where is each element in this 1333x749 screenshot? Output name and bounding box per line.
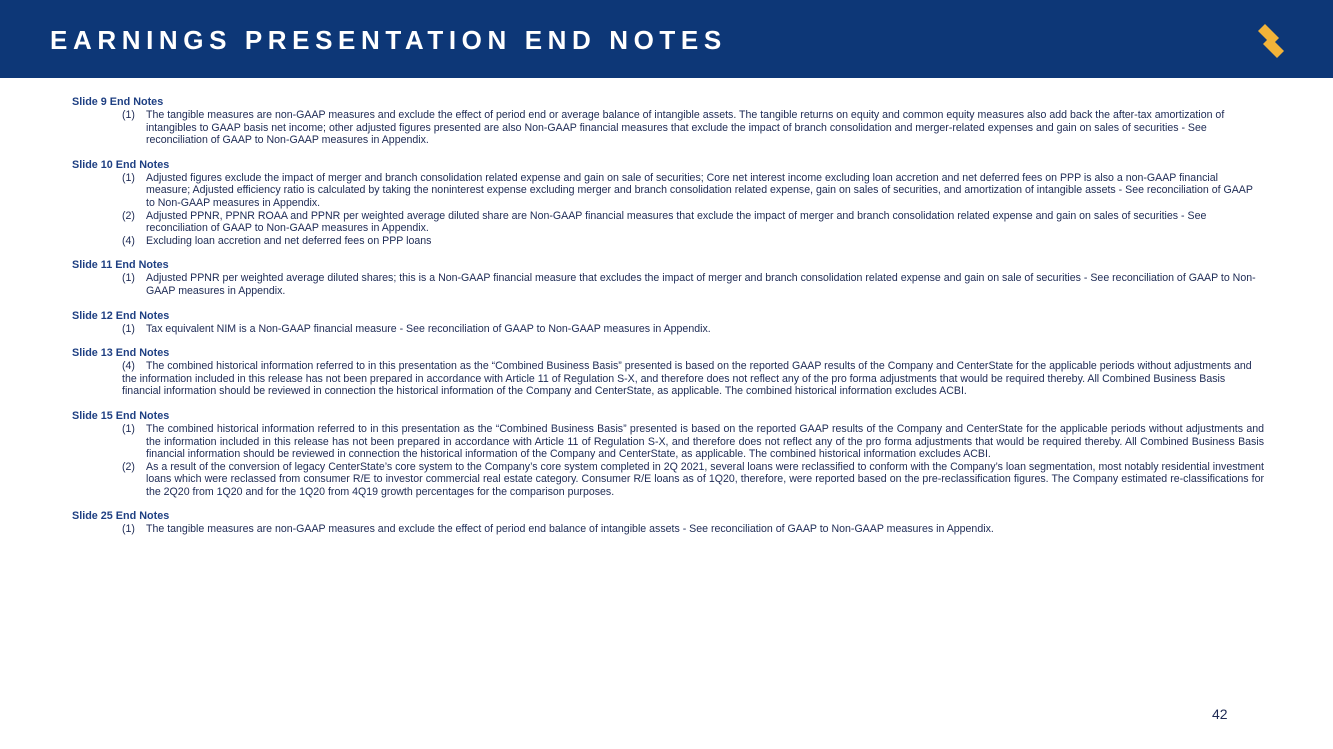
note-text: The combined historical information referred to in this presentation as the “Combined Business Basis” presented is based on the reported GAAP results of the Company and CenterState for the applicable periods without adjustments and the information included in this release has not been prepared in accordance with Article 11 of Regulation S-X, and therefore does not reflect any of the pro forma adjustments that would be required thereby. All Combined Business Basis financial information should be reviewed in connection the historical information of the Company and CenterState, as applicable. The combined historical information excludes ACBI. <box>122 360 1252 398</box>
note-number: (1) <box>122 322 135 335</box>
note-number: (4) <box>122 234 135 247</box>
note-number: (1) <box>122 109 135 121</box>
note-text: Excluding loan accretion and net deferred fees on PPP loans <box>146 234 432 247</box>
section-slide-15 <box>72 410 1264 499</box>
section-slide-9 <box>72 96 1264 147</box>
note-item <box>122 272 1264 297</box>
section-heading: Slide 9 End Notes <box>72 96 164 108</box>
note-number: (2) <box>122 460 135 473</box>
note-number: (4) <box>122 360 135 373</box>
note-text: The tangible measures are non-GAAP measures and exclude the effect of period end or average balance of intangible assets. The tangible returns on equity and common equity measures also add back the after-tax amortization of intangibles to GAAP basis net income; other adjusted figures presented are also Non-GAAP financial measures that exclude the impact of branch consolidation and merger-related expenses and gain on sales of securities - See reconciliation of GAAP to Non-GAAP measures in Appendix. <box>146 109 1225 147</box>
note-number: (1) <box>122 422 135 435</box>
note-number: (1) <box>122 171 135 184</box>
page-number: 42 <box>1212 706 1228 722</box>
note-text: The combined historical information referred to in this presentation as the “Combined Business Basis” presented is based on the reported GAAP results of the Company and CenterState for the applicable periods without adjustments and the information included in this release has not been prepared in accordance with Article 11 of Regulation S-X, and therefore does not reflect any of the pro forma adjustments that would be required thereby. All Combined Business Basis financial information should be reviewed in connection the historical information of the Company and CenterState, as applicable. The combined historical information excludes ACBI. <box>146 422 1264 461</box>
note-number: (1) <box>122 272 135 285</box>
note-number: (2) <box>122 209 135 222</box>
header-bar <box>0 0 1333 78</box>
section-slide-11 <box>72 259 1264 297</box>
section-slide-25 <box>72 510 1264 536</box>
section-heading: Slide 25 End Notes <box>72 510 170 523</box>
note-item <box>122 523 1264 536</box>
end-notes-content <box>72 96 1264 548</box>
note-text: The tangible measures are non-GAAP measures and exclude the effect of period end balance of intangible assets - See reconciliation of GAAP to Non-GAAP measures in Appendix. <box>146 523 994 536</box>
section-slide-12 <box>72 310 1264 336</box>
section-heading: Slide 15 End Notes <box>72 409 170 422</box>
note-item <box>122 360 1264 398</box>
page-title: EARNINGS PRESENTATION END NOTES <box>50 25 727 55</box>
note-item <box>122 109 1264 147</box>
note-item <box>122 461 1264 499</box>
note-number: (1) <box>122 523 135 536</box>
section-heading: Slide 12 End Notes <box>72 309 170 322</box>
company-s-logo-icon <box>1256 22 1286 60</box>
note-item <box>122 210 1264 235</box>
section-slide-10 <box>72 159 1264 248</box>
section-heading: Slide 11 End Notes <box>72 259 169 272</box>
section-heading: Slide 13 End Notes <box>72 347 170 360</box>
section-slide-13 <box>72 347 1264 398</box>
note-text: Adjusted PPNR, PPNR ROAA and PPNR per weighted average diluted share are Non-GAAP financial measures that exclude the impact of merger and branch consolidation related expense and gain on sales of securities - See reconciliation of GAAP to Non-GAAP measures in Appendix. <box>146 209 1207 235</box>
note-item <box>122 423 1264 461</box>
note-item <box>122 323 1264 336</box>
note-text: Tax equivalent NIM is a Non-GAAP financial measure - See reconciliation of GAAP to Non-GAAP measures in Appendix. <box>146 322 711 335</box>
note-text: Adjusted figures exclude the impact of merger and branch consolidation related expense and gain on sale of securities; Core net interest income excluding loan accretion and net deferred fees on PPP is also a non-GAAP financial measure; Adjusted efficiency ratio is calculated by taking the noninterest expense excluding merger and branch consolidation related expense, gain on sales of securities, and amortization of intangible assets - See reconciliation of GAAP to Non-GAAP measures in Appendix. <box>146 171 1253 209</box>
note-text: As a result of the conversion of legacy CenterState’s core system to the Company’s core system completed in 2Q 2021, several loans were reclassified to conform with the Company’s loan segmentation, most notably residential investment loans which were reclassed from consumer R/E to investor commercial real estate category. Consumer R/E loans as of 1Q20, therefore, were reported based on the pre-reclassification figures. The Company estimated re-classifications for the 2Q20 from 1Q20 and for the 1Q20 from 4Q19 growth percentages for the comparison purposes. <box>146 460 1264 498</box>
section-heading: Slide 10 End Notes <box>72 158 170 171</box>
note-text: Adjusted PPNR per weighted average diluted shares; this is a Non-GAAP financial measure that excludes the impact of merger and branch consolidation related expense and gain on sale of securities - See reconciliation of GAAP to Non-GAAP measures in Appendix. <box>146 272 1256 297</box>
note-item <box>122 235 1264 248</box>
note-item <box>122 172 1264 210</box>
